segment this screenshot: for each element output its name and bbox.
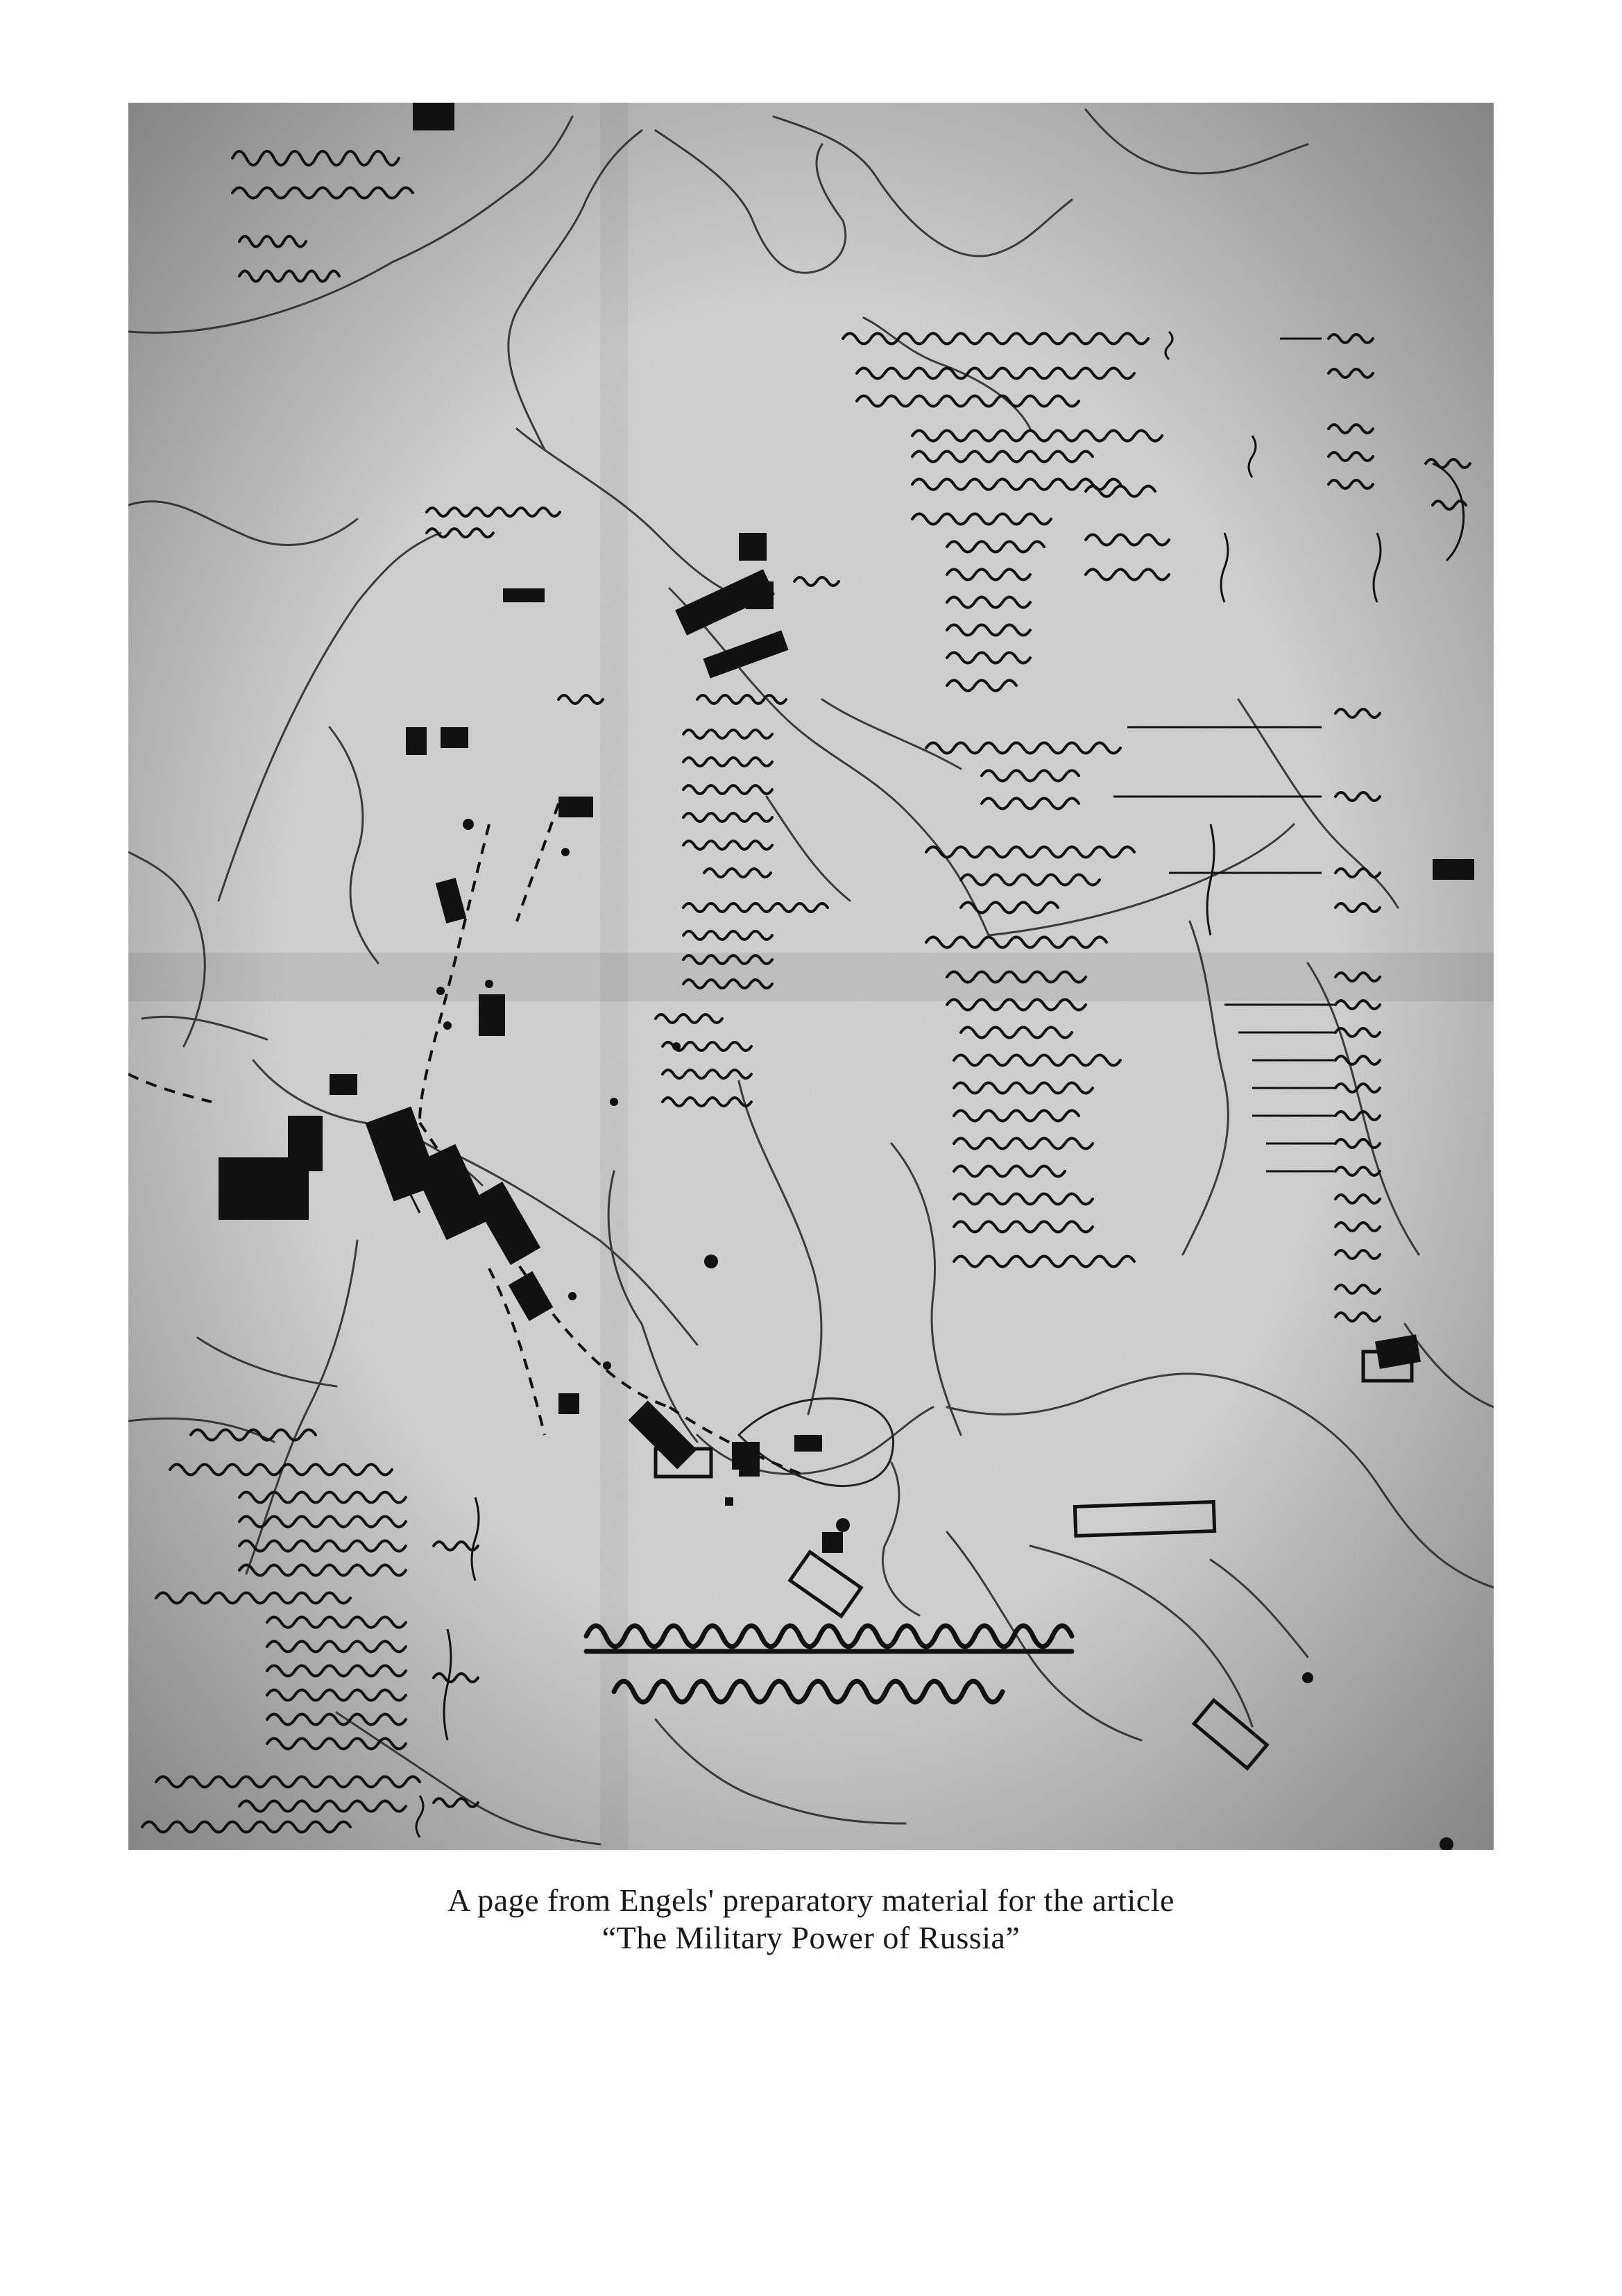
figure-caption xyxy=(0,1882,1622,1957)
manuscript-map-image xyxy=(128,103,1494,1850)
caption-line-1: A page from Engels' preparatory material for the article xyxy=(447,1882,1175,1918)
fold-crease xyxy=(600,103,628,1850)
caption-line-2: “The Military Power of Russia” xyxy=(601,1920,1021,1955)
fold-crease xyxy=(128,953,1494,1001)
manuscript-map-drawing xyxy=(128,103,1494,1850)
ink-blot xyxy=(413,103,454,130)
